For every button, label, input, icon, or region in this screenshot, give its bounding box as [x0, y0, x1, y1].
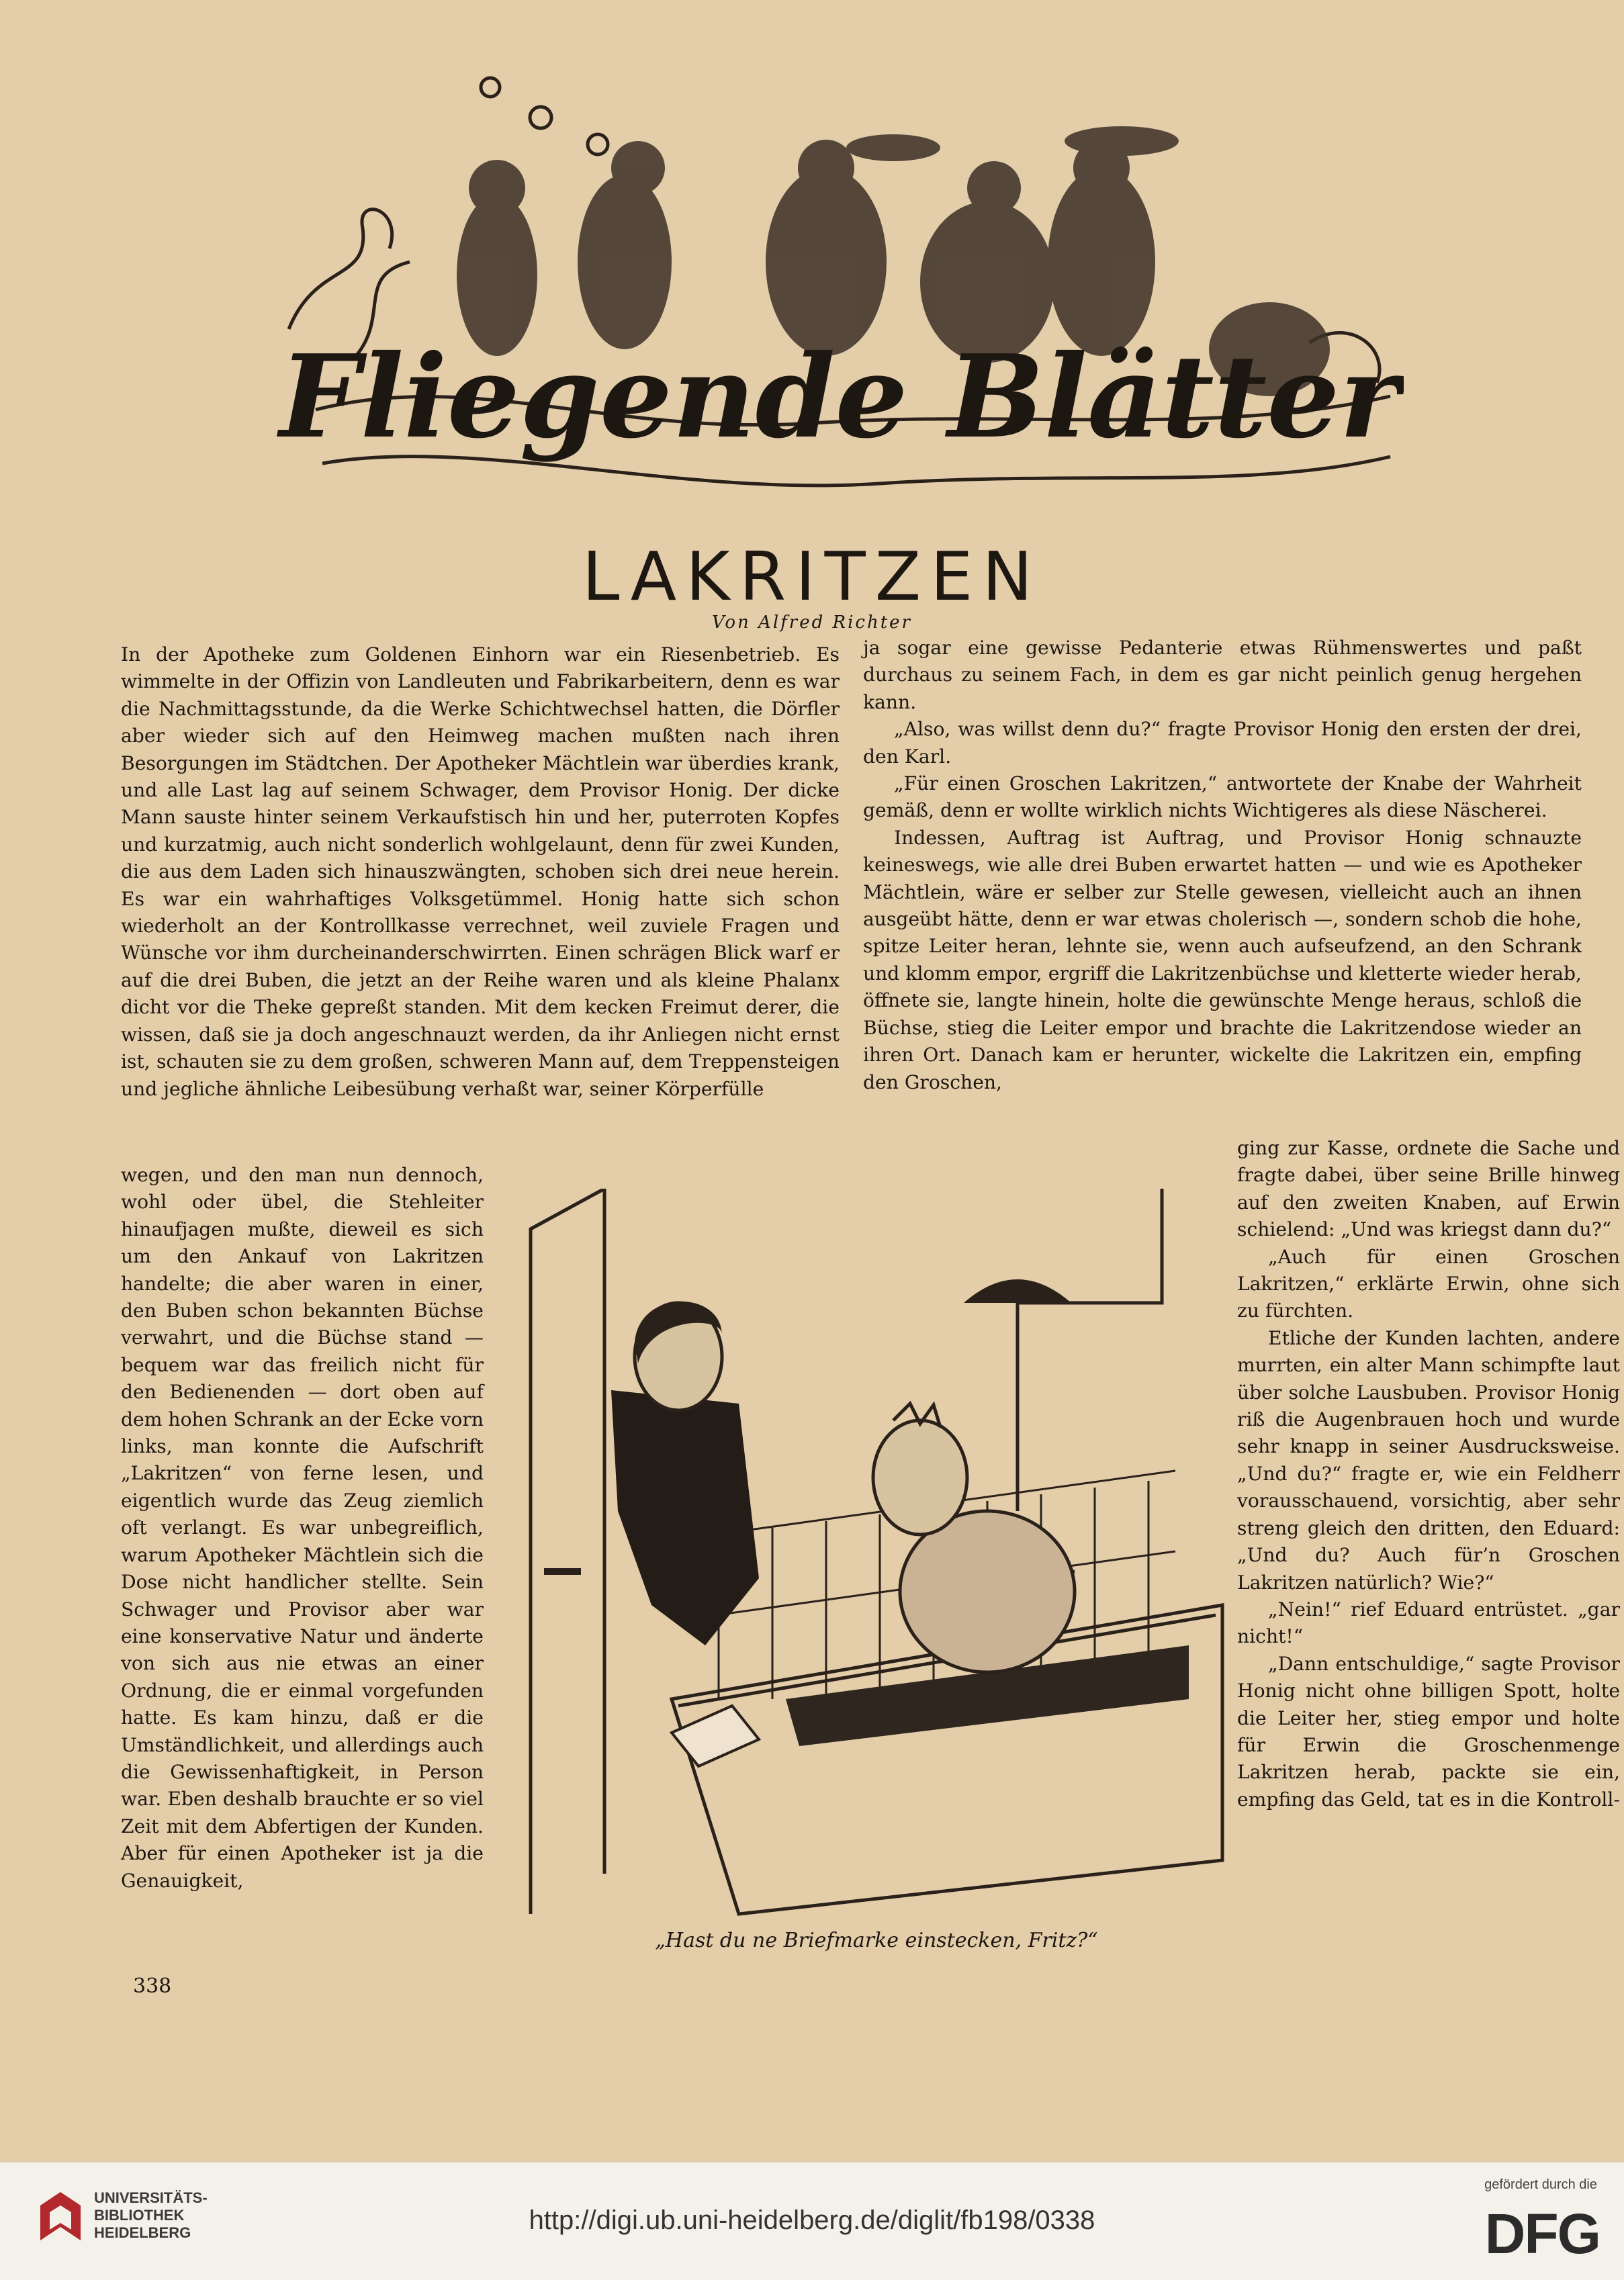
paragraph: „Auch für einen Groschen Lakritzen,“ erklärte Erwin, ohne sich zu fürchten.	[1237, 1245, 1620, 1322]
masthead-illustration	[275, 60, 1404, 531]
library-line: UNIVERSITÄTS-	[94, 2189, 208, 2206]
funding-note: gefördert durch die	[1484, 2177, 1597, 2192]
article-byline: Von Alfred Richter	[712, 612, 912, 633]
permalink-url[interactable]: http://digi.ub.uni-heidelberg.de/diglit/fb198/0338	[529, 2205, 1095, 2235]
column-right-bottom	[1237, 1135, 1620, 1813]
paragraph: „Dann entschuldige,“ sagte Provisor Honig nicht ohne billigen Spott, holte die Leiter her, stieg empor und holte für Erwin die Groschenmenge Lakritzen herab, packte sie ein, empfing das Geld, tat es in die Kontroll-	[1237, 1652, 1620, 1811]
dfg-logo: DFG	[1484, 2202, 1600, 2265]
viewer-footer	[0, 2162, 1624, 2280]
illustration-caption: „Hast du ne Briefmarke einstecken, Fritz?“	[655, 1929, 1098, 1952]
paragraph: Etliche der Kunden lachten, andere murrten, ein alter Mann schimpfte laut über solche Lausbuben. Provisor Honig riß die Augenbrauen hoch und wurde sehr knapp in seiner Ausdrucksweise. „Und du?“ fragte er, wie ein Feldherr vorausschauend, vorsichtig, aber sehr streng gleich den dritten, den Eduard: „Und du? Auch für’n Groschen Lakritzen natürlich? Wie?“	[1237, 1326, 1620, 1594]
paragraph: ging zur Kasse, ordnete die Sache und fragte dabei, über seine Brille hinweg auf den zweiten Knaben, auf Erwin schielend: „Und was kriegst dann du?“	[1237, 1137, 1620, 1241]
bathroom-drawing	[517, 1189, 1236, 1927]
library-line: HEIDELBERG	[94, 2224, 191, 2241]
paragraph: „Für einen Groschen Lakritzen,“ antwortete der Knabe der Wahrheit gemäß, denn er wollte wirklich nichts Wichtigeres als diese Näscherei.	[863, 772, 1582, 822]
bathtub-illustration	[517, 1189, 1236, 1927]
column-left-top	[121, 641, 840, 1103]
masthead-drawing	[275, 60, 1404, 531]
column-left-bottom	[121, 1162, 484, 1895]
paragraph: „Nein!“ rief Eduard entrüstet. „gar nicht!“	[1237, 1598, 1620, 1648]
page-number: 338	[133, 1974, 172, 1998]
column-right-top	[863, 635, 1582, 1096]
paragraph: ja sogar eine gewisse Pedanterie etwas Rühmenswertes und paßt durchaus zu seinem Fach, in dem es gar nicht peinlich genug hergehen kann.	[863, 637, 1582, 713]
masthead-title: Fliegende Blätter	[279, 330, 1400, 464]
paragraph: Indessen, Auftrag ist Auftrag, und Provisor Honig schnauzte keineswegs, wie alle drei Buben erwartet hatten — und wie es Apotheker Mächtlein, wäre er selber zur Stelle gewesen, vielleicht auch an ihnen ausgeübt hätte, denn er war etwas cholerisch —, sondern schob die hohe, spitze Leiter heran, lehnte sie, wenn auch aufseufzend, an den Schrank und klomm empor, ergriff die Lakritzenbüchse und kletterte wieder herab, öffnete sie, langte hinein, holte die gewünschte Menge heraus, schloß die Büchse, stieg die Leiter empor und brachte die Lakritzendose wieder an ihren Ort. Danach kam er herunter, wickelte die Lakritzen ein, empfing den Groschen,	[863, 826, 1582, 1093]
paragraph: In der Apotheke zum Goldenen Einhorn war ein Riesenbetrieb. Es wimmelte in der Offizin von Landleuten und Fabrikarbeitern, denn es war die Nachmittagsstunde, da die Werke Schichtwechsel hatten, die Dörfler aber wieder sich auf den Heimweg machen mußten nach ihren Besorgungen im Städtchen. Der Apotheker Mächtlein war überdies krank, und alle Last lag auf seinem Schwager, dem Provisor Honig. Der dicke Mann sauste hinter seinem Verkaufstisch hin und her, puterroten Kopfes und kurzatmig, auch nicht sonderlich wohlgelaunt, denn für zwei Kunden, die aus dem Laden sich hinauszwängten, schoben sich drei neue herein. Es war ein wahrhaftiges Volksgetümmel. Honig hatte sich schon wiederholt an der Kontrollkasse verrechnet, weil zuviele Fragen und Wünsche vor ihm durcheinanderschwirrten. Einen schrägen Blick warf er auf die drei Buben, die jetzt an der Reihe waren und als kleine Phalanx dicht vor die Theke gepreßt standen. Mit dem kecken Freimut derer, die wissen, daß sie ja doch angeschnauzt werden, da ihr Anliegen nicht ernst ist, schauten sie zu dem großen, schweren Mann auf, dem Treppensteigen und jegliche ähnliche Leibesübung verhaßt war, seiner Körperfülle	[121, 643, 840, 1100]
library-line: BIBLIOTHEK	[94, 2207, 185, 2224]
paragraph: „Also, was willst denn du?“ fragte Provisor Honig den ersten der drei, den Karl.	[863, 718, 1582, 768]
paragraph: wegen, und den man nun dennoch, wohl oder übel, die Stehleiter hinaufjagen mußte, dieweil es sich um den Ankauf von Lakritzen handelte; die aber waren in einer, den Buben schon bekannten Büchse verwahrt, und die Büchse stand — bequem war das freilich nicht für den Bedienenden — dort oben auf dem hohen Schrank an der Ecke vorn links, man konnte die Aufschrift „Lakritzen“ von ferne lesen, und eigentlich wurde das Zeug ziemlich oft verlangt. Es war unbegreiflich, warum Apotheker Mächtlein sich die Dose nicht handlicher stellte. Sein Schwager und Provisor aber war eine konservative Natur und änderte von sich aus nie etwas an einer Ordnung, die er einmal vorgefunden hatte. Es kam hinzu, daß er die Umständlichkeit, und allerdings auch die Gewissenhaftigkeit, in Person war. Eben deshalb brauchte er so viel Zeit mit dem Abfertigen der Kunden. Aber für einen Apotheker ist ja die Genauigkeit,	[121, 1164, 484, 1892]
article-title: LAKRITZEN	[582, 537, 1042, 616]
